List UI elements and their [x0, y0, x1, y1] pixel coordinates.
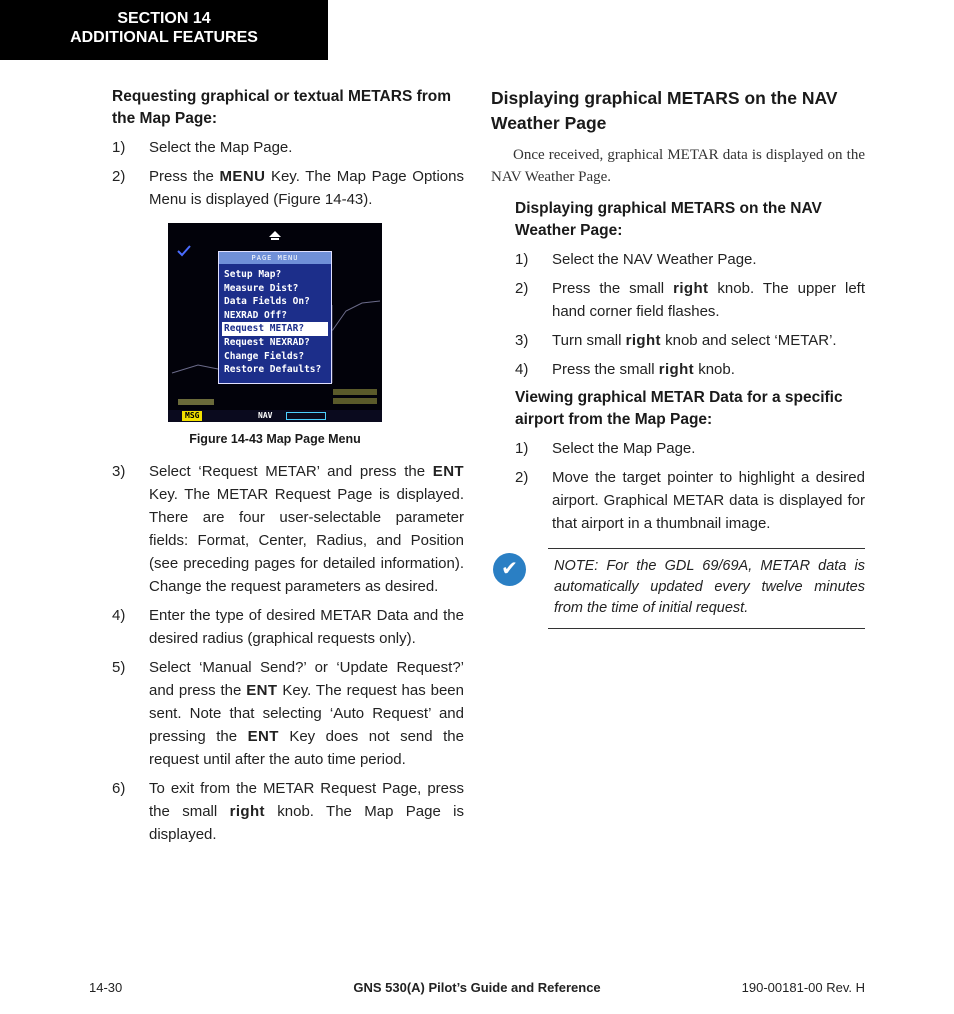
step-number: 5)	[112, 659, 126, 676]
page-menu	[218, 251, 332, 384]
steps-list-b	[112, 460, 464, 846]
step-number: 3)	[515, 332, 529, 349]
right-column	[491, 86, 865, 629]
step-number: 6)	[112, 780, 126, 797]
figure-map-page-menu	[168, 223, 382, 446]
step-text: Press the	[149, 168, 220, 185]
page-number: 14-30	[89, 980, 123, 995]
nav-weather-procedure	[515, 198, 865, 535]
status-bar	[168, 410, 382, 422]
step-text: Key does not send the request until after the auto time period.	[149, 728, 464, 768]
section-title: ADDITIONAL FEATURES	[70, 29, 258, 46]
step-text: Select the Map Page.	[552, 440, 696, 457]
step-text: knob and select ‘METAR’.	[660, 332, 837, 349]
step-number: 1)	[515, 440, 529, 457]
step-text: Move the target pointer to highlight a desired airport. Graphical METAR data is displayed for that airport in a thumbnail image.	[552, 469, 865, 532]
list-item	[112, 656, 464, 771]
list-item	[515, 358, 865, 381]
step-text: knob. The Map Page is displayed.	[149, 803, 464, 843]
step-number: 2)	[112, 168, 126, 185]
step-text: knob.	[694, 361, 735, 378]
document-number: 190-00181-00 Rev. H	[741, 980, 865, 995]
key-name: right	[673, 280, 709, 297]
step-text: Press the small	[552, 361, 659, 378]
intro-paragraph: Once received, graphical METAR data is displayed on the NAV Weather Page.	[491, 147, 865, 185]
step-number: 2)	[515, 469, 529, 486]
menu-item: Request METAR?	[222, 322, 328, 336]
section-number: SECTION 14	[117, 10, 211, 27]
step-number: 4)	[515, 361, 529, 378]
step-number: 3)	[112, 463, 126, 480]
gns-screen	[168, 223, 382, 422]
section-tab	[0, 0, 328, 60]
step-number: 1)	[112, 139, 126, 156]
sub-heading-map-page: Viewing graphical METAR Data for a specific airport from the Map Page:	[515, 389, 843, 428]
footer-title: GNS 530(A) Pilot’s Guide and Reference	[353, 980, 601, 995]
step-text: Enter the type of desired METAR Data and the desired radius (graphical requests only).	[149, 607, 464, 647]
list-item	[515, 437, 865, 460]
step-text: Select ‘Manual Send?’ or ‘Update Request?’ and press the	[149, 659, 464, 699]
menu-item: NEXRAD Off?	[224, 309, 287, 321]
list-item	[112, 777, 464, 846]
note-icon: ✔	[493, 553, 526, 586]
step-text: knob. The upper left hand corner field flashes.	[552, 280, 865, 320]
step-text: Key. The METAR Request Page is displayed. There are four user-selectable parameter fields: Format, Center, Radius, and Position (see preceding pages for detailed information). Change the request parameters as desired.	[149, 486, 464, 595]
figure-caption: Figure 14-43 Map Page Menu	[189, 432, 361, 446]
menu-item: Change Fields?	[224, 350, 305, 362]
page-menu-title: PAGE MENU	[219, 252, 331, 264]
step-text: Key. The Map Page Options Menu is displayed (Figure 14-43).	[149, 168, 464, 208]
key-name: ENT	[432, 463, 464, 480]
list-item	[112, 136, 464, 159]
key-name: MENU	[219, 168, 266, 185]
note-text: NOTE: For the GDL 69/69A, METAR data is automatically updated every twelve minutes from the time of initial request.	[548, 548, 865, 629]
cdi-bar-icon	[286, 412, 326, 420]
steps-list-map-page	[515, 437, 865, 535]
step-text: To exit from the METAR Request Page, press the small	[149, 780, 464, 820]
step-text: Key. The request has been sent. Note that selecting ‘Auto Request’ and pressing the	[149, 682, 464, 745]
list-item	[515, 466, 865, 535]
step-text: Select the NAV Weather Page.	[552, 251, 757, 268]
left-heading: Requesting graphical or textual METARS from the Map Page:	[112, 88, 452, 127]
list-item	[112, 165, 464, 211]
menu-item: Request NEXRAD?	[224, 336, 310, 348]
list-item	[515, 329, 865, 352]
list-item	[112, 604, 464, 650]
msg-annunciator: MSG	[182, 411, 202, 421]
key-name: right	[658, 361, 695, 378]
step-text: Select ‘Request METAR’ and press the	[149, 463, 433, 480]
page-menu-items	[219, 268, 331, 377]
left-column	[112, 86, 464, 852]
list-item	[112, 460, 464, 598]
step-text: Turn small	[552, 332, 626, 349]
step-number: 4)	[112, 607, 126, 624]
step-number: 2)	[515, 280, 529, 297]
steps-list-nav-weather	[515, 248, 865, 381]
steps-list-a	[112, 136, 464, 211]
key-name: ENT	[246, 682, 278, 699]
menu-item: Measure Dist?	[224, 282, 299, 294]
step-number: 1)	[515, 251, 529, 268]
list-item	[515, 277, 865, 323]
right-heading: Displaying graphical METARS on the NAV Weather Page	[491, 88, 838, 133]
note-block	[491, 548, 865, 629]
step-text: Select the Map Page.	[149, 139, 293, 156]
sub-heading-nav-weather: Displaying graphical METARS on the NAV Weather Page:	[515, 200, 822, 239]
menu-item: Setup Map?	[224, 269, 282, 280]
step-text: Press the small	[552, 280, 674, 297]
menu-item: Data Fields On?	[224, 296, 310, 308]
key-name: right	[229, 803, 265, 820]
list-item	[515, 248, 865, 271]
key-name: ENT	[247, 728, 279, 745]
key-name: right	[625, 332, 661, 349]
menu-item: Restore Defaults?	[224, 364, 322, 376]
nav-annunciator: NAV	[258, 411, 273, 420]
